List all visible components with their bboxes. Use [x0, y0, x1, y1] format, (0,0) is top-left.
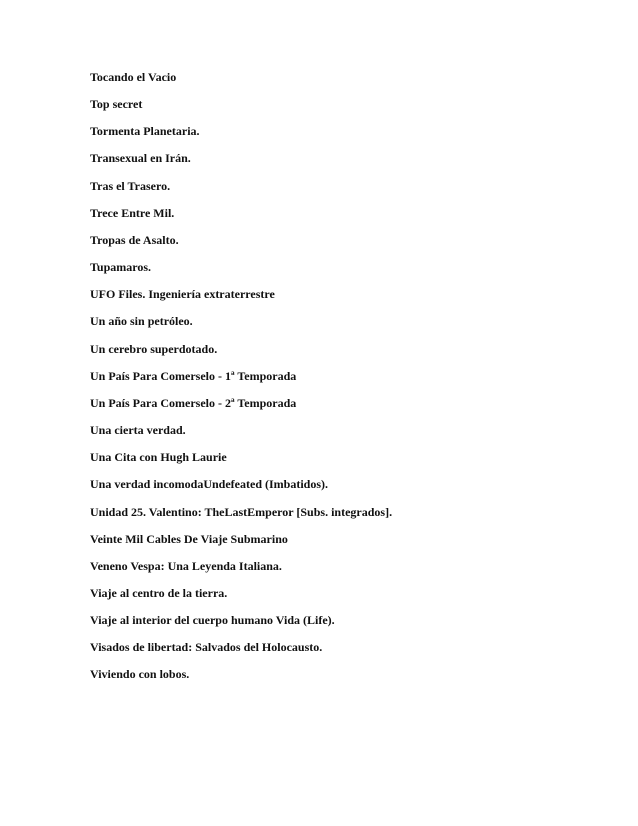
list-item: Tormenta Planetaria.: [90, 124, 200, 139]
list-item: Trece Entre Mil.: [90, 205, 175, 220]
list-item: Veinte Mil Cables De Viaje Submarino: [90, 531, 288, 546]
list-item: Un año sin petróleo.: [90, 314, 193, 329]
list-item: Viaje al interior del cuerpo humano Vida (Life).: [90, 613, 335, 628]
list-item: Una Cita con Hugh Laurie: [90, 450, 227, 465]
title-list: [90, 70, 392, 695]
list-item: Un País Para Comerselo - 2ª Temporada: [90, 395, 297, 410]
list-item: Unidad 25. Valentino: TheLastEmperor [Subs. integrados].: [90, 504, 393, 519]
list-item: Visados de libertad: Salvados del Holocausto.: [90, 640, 323, 655]
list-item: Tocando el Vacio: [90, 70, 177, 84]
list-item: Una verdad incomodaUndefeated (Imbatidos).: [90, 477, 329, 492]
list-item: Tras el Trasero.: [90, 178, 171, 193]
list-item: Un cerebro superdotado.: [90, 341, 218, 356]
list-item: Tupamaros.: [90, 260, 152, 275]
list-item: Transexual en Irán.: [90, 151, 191, 166]
list-item: Tropas de Asalto.: [90, 232, 179, 247]
list-item: Top secret: [90, 97, 143, 112]
list-item: Veneno Vespa: Una Leyenda Italiana.: [90, 558, 282, 573]
list-item: UFO Files. Ingeniería extraterrestre: [90, 287, 275, 302]
list-item: Un País Para Comerselo - 1ª Temporada: [90, 368, 297, 383]
list-item: Viviendo con lobos.: [90, 667, 190, 682]
list-item: Una cierta verdad.: [90, 423, 186, 438]
list-item: Viaje al centro de la tierra.: [90, 585, 228, 600]
